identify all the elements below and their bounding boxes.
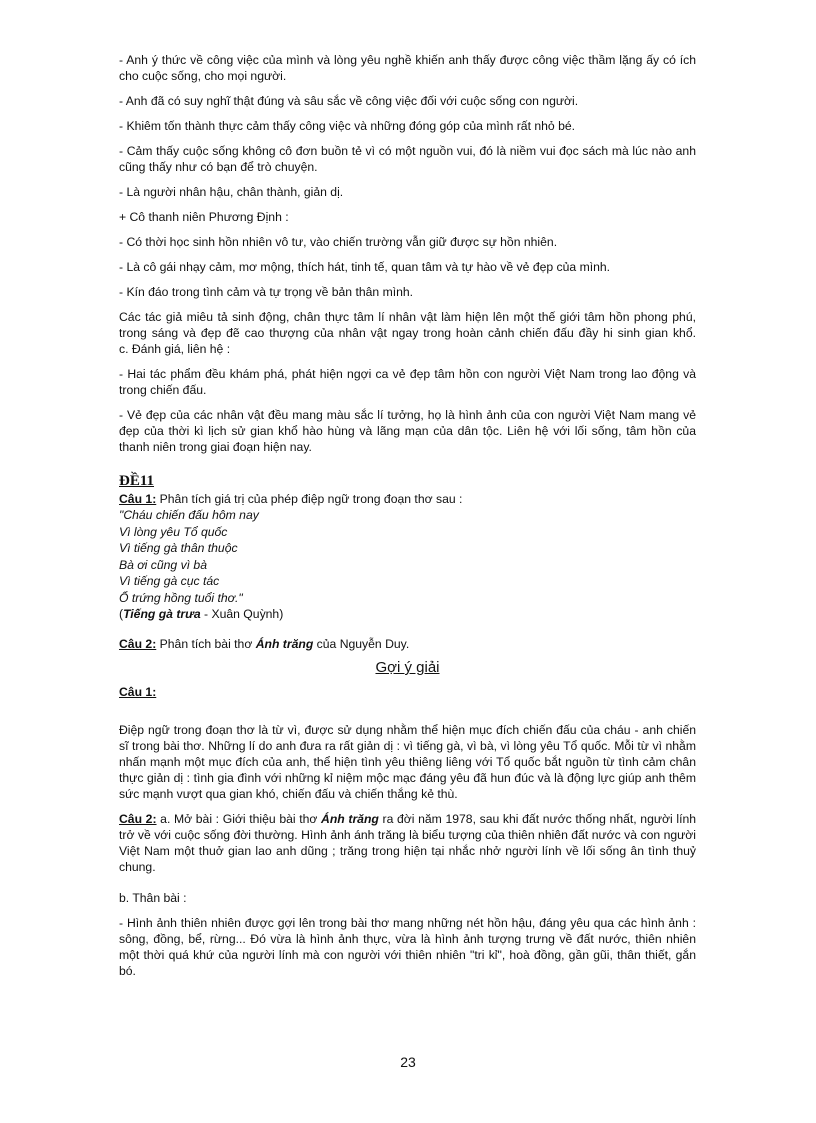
summary-paragraph: Các tác giả miêu tả sinh động, chân thực tâm lí nhân vật làm hiện lên một thế giới tâm hồn phong phú, trong sáng và đẹp đẽ cao thượng của nhân vật ngay trong hoàn cảnh chiến đấu đầy hi sinh gian khổ.	[119, 310, 696, 340]
page-number: 23	[400, 1054, 416, 1070]
poem	[119, 507, 696, 622]
answer-2: Câu 2: a. Mở bài : Giới thiệu bài thơ Ánh trăng ra đời năm 1978, sau khi đất nước thống nhất, người lính trở về với cuộc sống đời thường. Hình ảnh ánh trăng là biểu tượng của thiên nhiên đất nước và con người Việt Nam một thuở gian lao anh dũng ; trăng trong hiện tại nhắc nhở người lính về lối sống ân tình thuỷ chung.	[119, 812, 697, 874]
question-2: Câu 2: Phân tích bài thơ Ánh trăng của Nguyễn Duy.	[119, 637, 410, 651]
exam-heading: ĐỀ11	[119, 473, 155, 489]
paragraph: + Cô thanh niên Phương Định :	[119, 210, 289, 224]
poem-line: Vì tiếng gà thân thuộc	[119, 541, 238, 555]
poem-line: Ổ trứng hồng tuổi thơ."	[119, 590, 243, 605]
hint-title: Gợi ý giải	[375, 659, 440, 676]
section-heading-c: c. Đánh giá, liên hệ :	[119, 342, 231, 356]
work-title: Ánh trăng	[321, 812, 379, 826]
poem-line: Vì lòng yêu Tổ quốc	[119, 524, 228, 539]
paragraph: - Là người nhân hậu, chân thành, giản dị.	[119, 185, 344, 199]
page-content	[119, 52, 696, 988]
poem-line: "Cháu chiến đấu hôm nay	[119, 508, 259, 522]
paragraph: - Cảm thấy cuộc sống không cô đơn buồn tẻ vì có một nguồn vui, đó là niềm vui đọc sách mà lúc nào anh cũng thấy như có bạn để trò chuyện.	[119, 144, 696, 174]
poem-line: Vì tiếng gà cục tác	[119, 574, 220, 588]
question-label: Câu 2:	[119, 637, 157, 651]
work-title: Ánh trăng	[255, 637, 314, 651]
poem-source: (Tiếng gà trưa - Xuân Quỳnh)	[119, 607, 284, 621]
question-1	[119, 491, 696, 507]
question-text: Phân tích giá trị của phép điệp ngữ trong đoạn thơ sau :	[156, 492, 463, 506]
paragraph: - Có thời học sinh hồn nhiên vô tư, vào chiến trường vẫn giữ được sự hồn nhiên.	[119, 235, 558, 249]
paragraph: - Là cô gái nhạy cảm, mơ mộng, thích hát, tinh tế, quan tâm và tự hào về vẻ đẹp của mình.	[119, 260, 611, 274]
poem-title: Tiếng gà trưa	[123, 607, 201, 621]
poem-line: Bà ơi cũng vì bà	[119, 557, 207, 572]
paragraph: - Anh đã có suy nghĩ thật đúng và sâu sắc về công việc đối với cuộc sống con người.	[119, 94, 579, 108]
paragraph: - Khiêm tốn thành thực cảm thấy công việc và những đóng góp của mình rất nhỏ bé.	[119, 119, 576, 133]
section-heading-b: b. Thân bài :	[119, 891, 187, 905]
poem-author: - Xuân Quỳnh)	[200, 607, 284, 621]
answer-1-label: Câu 1:	[119, 685, 157, 699]
answer-1-text: Điệp ngữ trong đoạn thơ là từ vì, được sử dụng nhằm thể hiện mục đích chiến đấu của cháu - anh chiến sĩ trong bài thơ. Những lí do anh đưa ra rất giản dị : vì tiếng gà, vì bà, vì lòng yêu Tổ quốc. Mỗi từ vì nhằm nhấn mạnh một mục đích của anh, thể hiện tình yêu thiêng liêng với Tổ quốc bắt nguồn từ tình cảm chân thực giản dị : tình gia đình với những kỉ niệm mộc mạc đáng yêu đã hun đúc và là động lực giúp anh thêm sức mạnh vượt qua gian khó, chiến đấu và chiến thắng kẻ thù.	[119, 723, 696, 801]
paragraph: - Kín đáo trong tình cảm và tự trọng về bản thân mình.	[119, 285, 414, 299]
question-label: Câu 1:	[119, 492, 157, 506]
paragraph: - Hai tác phẩm đều khám phá, phát hiện ngợi ca vẻ đẹp tâm hồn con người Việt Nam trong lao động và trong chiến đấu.	[119, 367, 696, 397]
paragraph: - Vẻ đẹp của các nhân vật đều mang màu sắc lí tưởng, họ là hình ảnh của con người Việt Nam mang vẻ đẹp của thời kì lịch sử gian khổ hào hùng và lãng mạn của dân tộc. Liên hệ với lối sống, tâm hồn của thanh niên trong giai đoạn hiện nay.	[119, 408, 696, 454]
question-label: Câu 2:	[119, 812, 157, 826]
paragraph: - Hình ảnh thiên nhiên được gợi lên trong bài thơ mang những nét hồn hậu, đáng yêu qua các hình ảnh : sông, đồng, bể, rừng... Đó vừa là hình ảnh thực, vừa là hình ảnh tượng trưng về đất nước, thiên nhiên một thời quá khứ của người lính mà con người với thiên nhiên "tri kỉ", hoà đồng, gần gũi, thân thiết, gắn bó.	[119, 916, 696, 978]
paragraph: - Anh ý thức về công việc của mình và lòng yêu nghề khiến anh thấy được công việc thầm lặng ấy có ích cho cuộc sống, cho mọi người.	[119, 53, 696, 83]
